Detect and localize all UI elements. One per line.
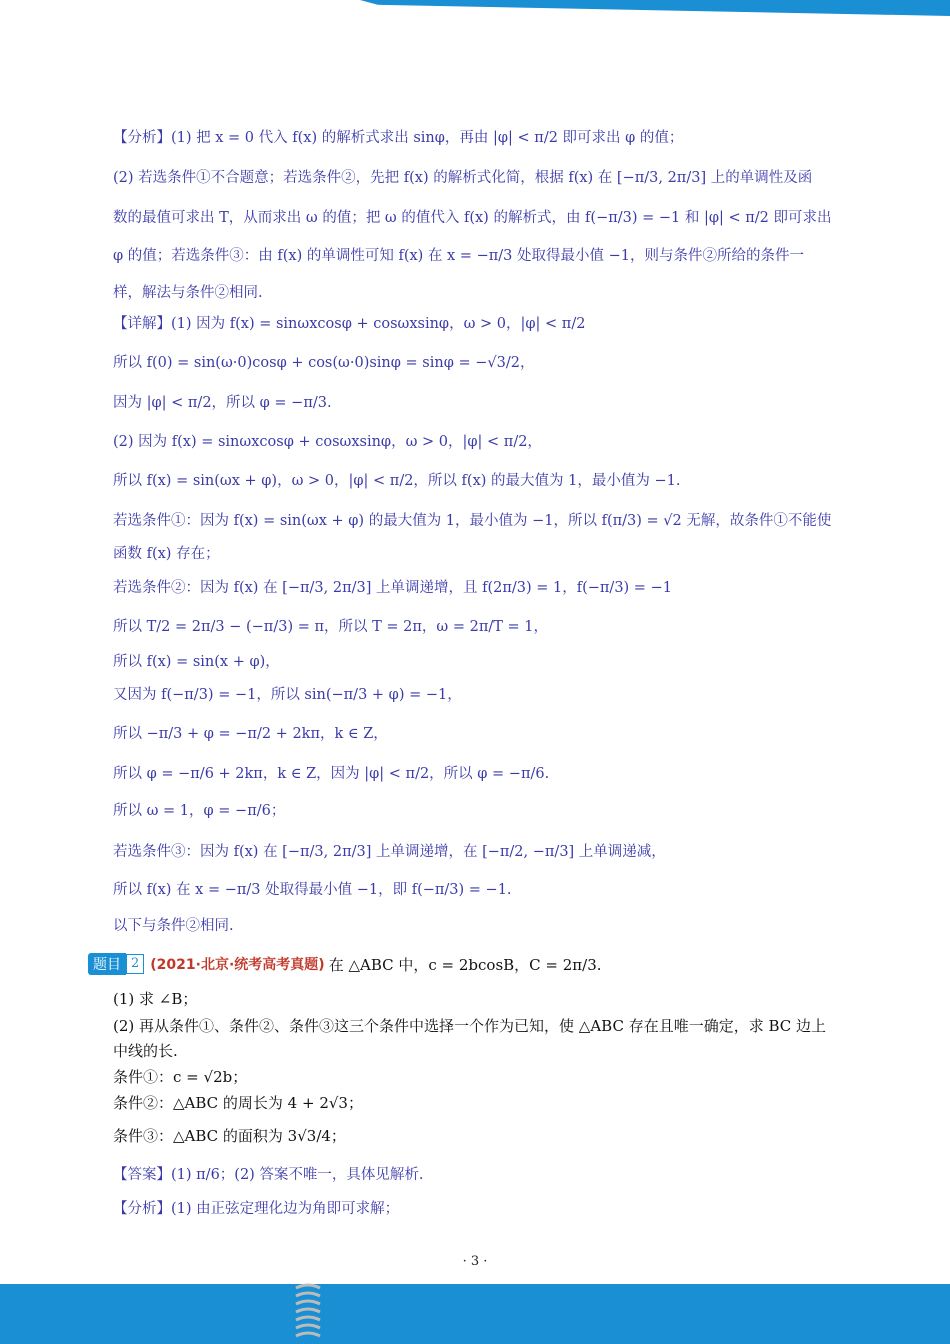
detail-line: (2) 因为 f(x) = sinωxcosφ + cosωxsinφ，ω > 0，|φ| < π/2， <box>113 434 542 450</box>
analysis-line: (2) 若选条件①不合题意；若选条件②，先把 f(x) 的解析式化简，根据 f(x) 在 [−π/3, 2π/3] 上的单调性及函 <box>113 170 813 186</box>
detail-line: 若选条件③：因为 f(x) 在 [−π/3, 2π/3] 上单调递增，在 [−π/2, −π/3] 上单调递减， <box>113 844 666 860</box>
detail-line: 所以 T/2 = 2π/3 − (−π/3) = π，所以 T = 2π，ω = 2π/T = 1， <box>113 619 548 635</box>
detail-line: 若选条件①：因为 f(x) = sin(ωx + φ) 的最大值为 1，最小值为 −1，所以 f(π/3) = √2 无解，故条件①不能使 <box>113 513 832 529</box>
analysis-line: 样，解法与条件②相同. <box>113 285 263 301</box>
detail-line: 因为 |φ| < π/2，所以 φ = −π/3. <box>113 395 332 411</box>
page-number: · 3 · <box>462 1254 488 1269</box>
detail-line: 所以 φ = −π/6 + 2kπ，k ∈ Z，因为 |φ| < π/2，所以 φ = −π/6. <box>113 766 550 782</box>
question-source: (2021·北京·统考高考真题) <box>150 957 325 973</box>
detail-line: 所以 ω = 1，φ = −π/6； <box>113 803 286 819</box>
spiral-binding-icon <box>294 1282 322 1344</box>
question-part: (2) 再从条件①、条件②、条件③这三个条件中选择一个作为已知，使 △ABC 存在且唯一确定，求 BC 边上 <box>113 1017 827 1035</box>
detail-line: 又因为 f(−π/3) = −1，所以 sin(−π/3 + φ) = −1， <box>113 687 462 703</box>
detail-line: 所以 f(x) = sin(ωx + φ)，ω > 0，|φ| < π/2，所以 f(x) 的最大值为 1，最小值为 −1. <box>113 473 681 489</box>
detail-line: 所以 f(0) = sin(ω·0)cosφ + cos(ω·0)sinφ = sinφ = −√3/2， <box>113 355 535 371</box>
analysis-line: φ 的值；若选条件③：由 f(x) 的单调性可知 f(x) 在 x = −π/3 处取得最小值 −1，则与条件②所给的条件一 <box>113 248 804 264</box>
analysis-line: 数的最值可求出 T，从而求出 ω 的值；把 ω 的值代入 f(x) 的解析式，由 f(−π/3) = −1 和 |φ| < π/2 即可求出 <box>113 210 832 226</box>
detail-line: 函数 f(x) 存在； <box>113 546 220 562</box>
question-header <box>88 953 602 975</box>
question-condition: 条件②：△ABC 的周长为 4 + 2√3； <box>113 1094 363 1112</box>
question-part: 中线的长. <box>113 1042 178 1060</box>
detail-line: 所以 f(x) 在 x = −π/3 处取得最小值 −1，即 f(−π/3) = −1. <box>113 882 512 898</box>
detail-line: 【详解】(1) 因为 f(x) = sinωxcosφ + cosωxsinφ，ω > 0，|φ| < π/2 <box>113 316 586 332</box>
question-badge: 题目 <box>88 953 126 975</box>
question-number: 2 <box>126 954 144 974</box>
detail-line: 所以 −π/3 + φ = −π/2 + 2kπ，k ∈ Z， <box>113 726 388 742</box>
analysis-line: 【分析】(1) 把 x = 0 代入 f(x) 的解析式求出 sinφ，再由 |φ| < π/2 即可求出 φ 的值； <box>113 130 684 146</box>
question-condition: 条件①：c = √2b； <box>113 1068 248 1086</box>
bottom-decor-bar <box>0 1284 950 1344</box>
question-condition: 条件③：△ABC 的面积为 3√3/4； <box>113 1127 346 1145</box>
detail-line: 若选条件②：因为 f(x) 在 [−π/3, 2π/3] 上单调递增，且 f(2π/3) = 1，f(−π/3) = −1 <box>113 580 672 596</box>
detail-line: 以下与条件②相同. <box>113 918 234 934</box>
top-decor-bar <box>360 0 950 16</box>
analysis-line: 【分析】(1) 由正弦定理化边为角即可求解； <box>113 1201 400 1217</box>
detail-line: 所以 f(x) = sin(x + φ)， <box>113 654 280 670</box>
answer-line: 【答案】(1) π/6；(2) 答案不唯一，具体见解析. <box>113 1167 424 1183</box>
question-stem: 在 △ABC 中，c = 2bcosB，C = 2π/3. <box>328 955 602 974</box>
question-part: (1) 求 ∠B； <box>113 990 198 1008</box>
